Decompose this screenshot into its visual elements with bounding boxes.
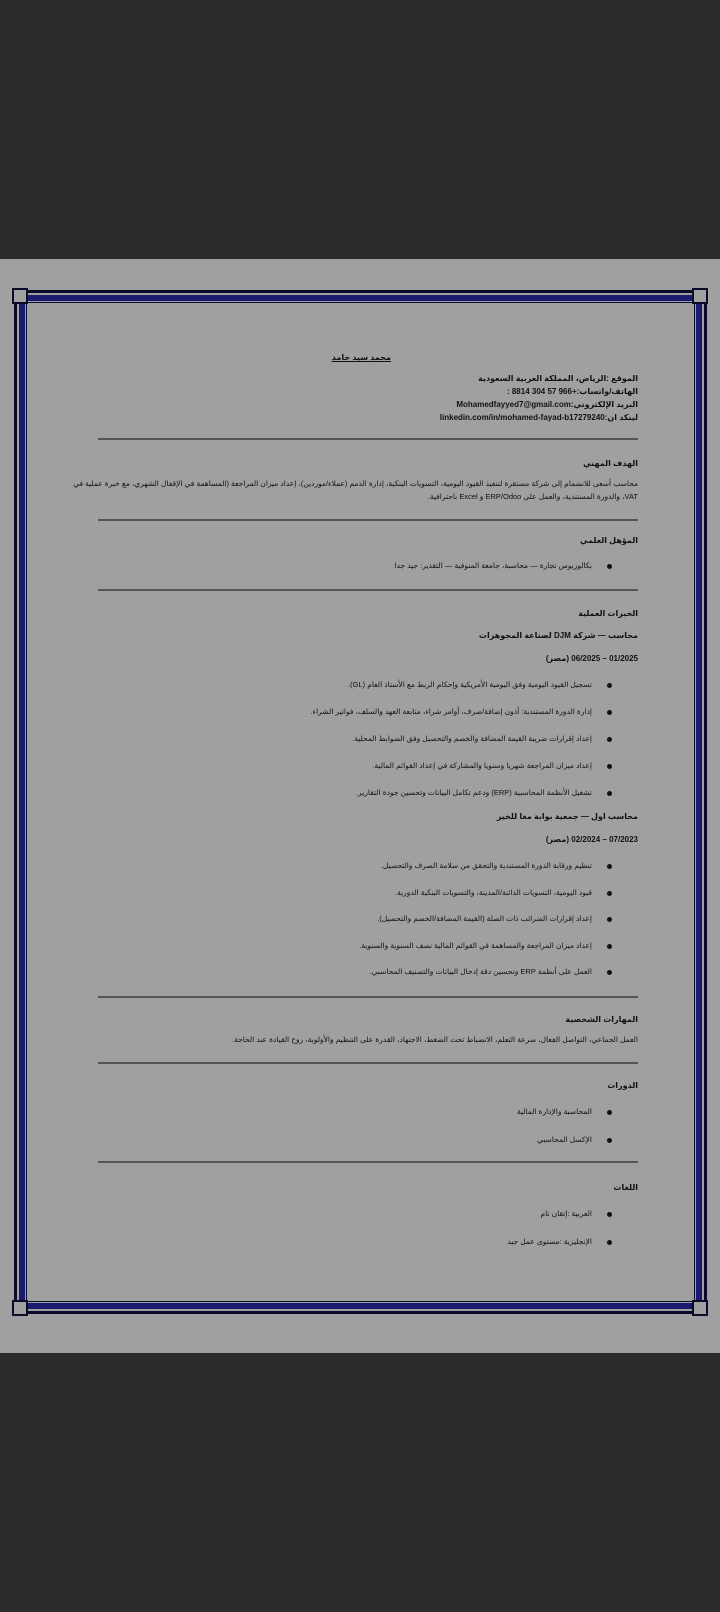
divider — [98, 1062, 638, 1064]
divider — [98, 589, 638, 591]
education-item: بكالوريوس تجارة — محاسبة، جامعة المنوفية — التقدير: جيد جدا — [394, 561, 592, 570]
job-period: 01/2025 – 06/2025 (مصر) — [545, 654, 638, 663]
job-duty: إدارة الدورة المستندية: أذون إضافة/صرف، أوامر شراء، متابعة العهد والسلف، فواتير الشراء. — [310, 707, 592, 716]
job-duty: إعداد إقرارات ضريبة القيمة المضافة والخصم والتحصيل وفق الضوابط المحلية. — [352, 734, 592, 743]
job-duty: تسجيل القيود اليومية وفق اليومية الأمريكية وإحكام الربط مع الأستاذ العام (GL). — [348, 680, 592, 689]
contact-email: البريد الإلكتروني:Mohamedfayyed7@gmail.com — [456, 400, 638, 409]
contact-linkedin: لينكد ان:linkedin.com/in/mohamed-fayad-b17279240 — [439, 413, 638, 422]
job-period: 07/2023 – 02/2024 (مصر) — [545, 835, 638, 844]
job-duty: إعداد ميزان المراجعة شهريا وسنويا والمشاركة في إعداد القوائم المالية. — [372, 761, 592, 770]
bullet — [607, 791, 612, 796]
job-duty: إعداد إقرارات الضرائب ذات الصلة (القيمة المضافة/الخصم والتحصيل). — [377, 914, 592, 923]
divider — [98, 519, 638, 521]
section-heading-skills: المهارات الشخصية — [565, 1015, 638, 1024]
bullet — [607, 1110, 612, 1115]
bullet — [607, 864, 612, 869]
job-duty: إعداد ميزان المراجعة والمساهمة في القوائم المالية نصف السنوية والسنوية. — [359, 941, 592, 950]
bullet — [607, 710, 612, 715]
language-item: العربية :إتقان تام — [540, 1209, 592, 1218]
job-duty: قيود اليومية، التسويات الدائنة/المدينة، والتسويات البنكية الدورية. — [394, 888, 592, 897]
course-item: المحاسبة والإدارة المالية — [516, 1107, 592, 1116]
bullet — [607, 891, 612, 896]
job-duty: العمل على أنظمة ERP وتحسين دقة إدخال البيانات والتصنيف المحاسبي. — [369, 967, 592, 976]
resume-content — [0, 259, 720, 1353]
section-heading-education: المؤهل العلمي — [579, 536, 638, 545]
bullet — [607, 764, 612, 769]
job-title: محاسب — شركة DJM لصناعة المجوهرات — [478, 631, 638, 640]
objective-text-line2: VAT، والدورة المستندية، والعمل على ERP/Odoo و Excel باحترافية. — [427, 492, 638, 501]
bullet — [607, 1240, 612, 1245]
section-heading-objective: الهدف المهني — [583, 459, 638, 468]
divider — [98, 996, 638, 998]
contact-phone: الهاتف/واتساب:+966 57 304 8814 : — [506, 387, 638, 396]
objective-text-line1: محاسب أسعى للانضمام إلى شركة مستقرة لتنفيذ القيود اليومية، التسويات البنكية، إدارة الذمم (عملاء/موردين)، إعداد ميزان المراجعة (المساهمة في الإقفال الشهري، مع خبرة عملية في — [73, 479, 638, 488]
bullet — [607, 917, 612, 922]
bullet — [607, 564, 612, 569]
job-title: محاسب اول — جمعية بوابة مغا للخير — [496, 812, 638, 821]
divider — [98, 1161, 638, 1163]
bullet — [607, 683, 612, 688]
job-duty: تشغيل الأنظمة المحاسبية (ERP) ودعم تكامل البيانات وتحسين جودة التقارير. — [355, 788, 592, 797]
resume-page — [0, 259, 720, 1353]
course-item: الإكسل المحاسبي — [536, 1135, 592, 1144]
skills-text: العمل الجماعي، التواصل الفعال، سرعة التعلم، الانضباط تحت الضغط، الاجتهاد، القدرة على التنظيم والأولوية، روح القيادة عند الحاجة. — [232, 1035, 638, 1044]
resume-name: محمد سيد حامد — [331, 353, 391, 362]
section-heading-courses: الدورات — [607, 1081, 638, 1090]
divider — [98, 438, 638, 440]
bullet — [607, 944, 612, 949]
section-heading-languages: اللغات — [613, 1183, 638, 1192]
section-heading-experience: الخبرات العملية — [578, 609, 638, 618]
language-item: الإنجليزية :مستوى عمل جيد — [507, 1237, 592, 1246]
bullet — [607, 737, 612, 742]
bullet — [607, 1138, 612, 1143]
job-duty: تنظيم ورقابة الدورة المستندية والتحقق من سلامة الصرف والتحصيل. — [380, 861, 592, 870]
bullet — [607, 970, 612, 975]
contact-location: الموقع :الرياض، المملكة العربية السعودية — [478, 374, 638, 383]
bullet — [607, 1212, 612, 1217]
